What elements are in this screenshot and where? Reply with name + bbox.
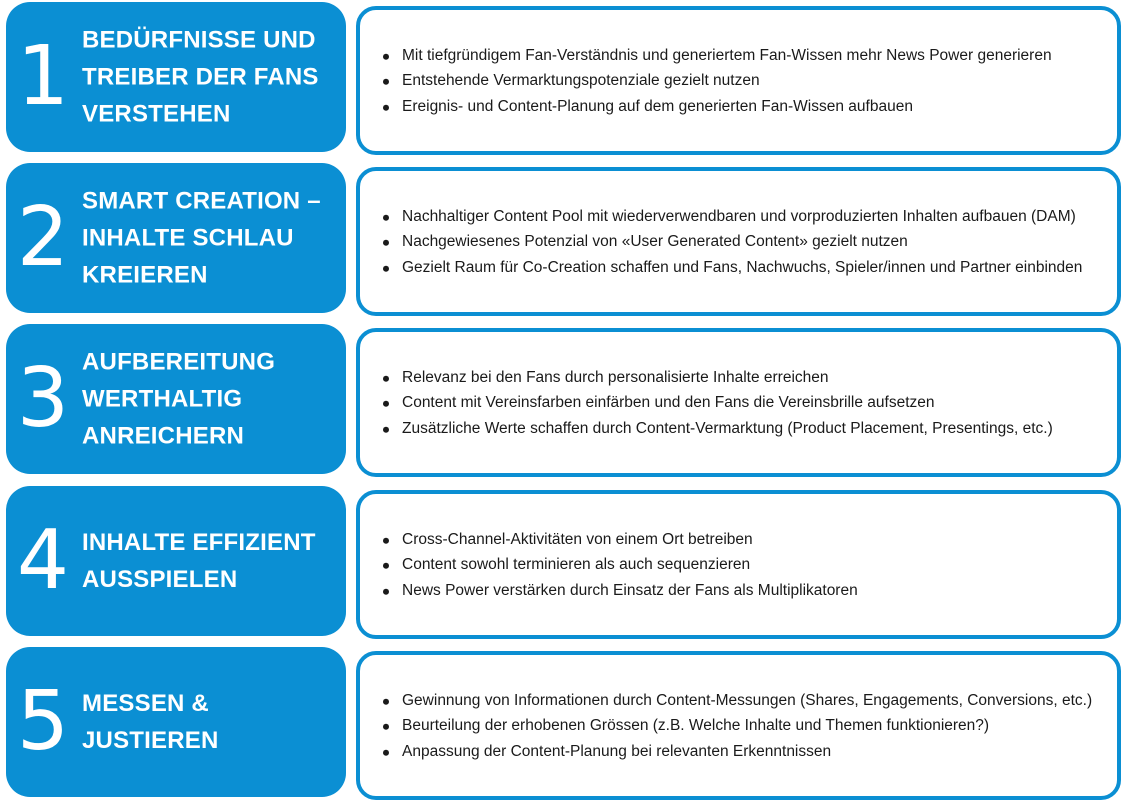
step-label-box	[6, 324, 346, 474]
step-bullet: Gewinnung von Informationen durch Content-Messungen (Shares, Engagements, Conversions, etc.)	[380, 687, 1107, 713]
step-title	[82, 22, 337, 133]
step-bullet: Relevanz bei den Fans durch personalisierte Inhalte erreichen	[380, 364, 1107, 390]
step-number: 3	[16, 351, 70, 446]
step-row-3	[0, 324, 1125, 476]
step-row-2	[0, 163, 1125, 315]
step-detail-box	[356, 6, 1121, 155]
step-bullet: Nachgewiesenes Potenzial von «User Generated Content» gezielt nutzen	[380, 229, 1107, 255]
step-bullet: Mit tiefgründigem Fan-Verständnis und generiertem Fan-Wissen mehr News Power generieren	[380, 42, 1107, 68]
step-bullet: News Power verstärken durch Einsatz der Fans als Multiplikatoren	[380, 577, 1107, 603]
step-bullet-list	[380, 42, 1107, 119]
step-title-line: AUSSPIELEN	[82, 566, 238, 593]
step-bullet: Anpassung der Content-Planung bei relevanten Erkenntnissen	[380, 738, 1107, 764]
step-detail-box	[356, 651, 1121, 800]
step-title-line: TREIBER DER FANS	[82, 63, 319, 91]
step-label-box	[6, 2, 346, 152]
step-title-line: MESSEN &	[82, 690, 209, 717]
step-title-line: JUSTIEREN	[82, 727, 219, 754]
step-bullet: Gezielt Raum für Co-Creation schaffen und Fans, Nachwuchs, Spieler/innen und Partner einbinden	[380, 254, 1107, 280]
step-number: 4	[16, 513, 70, 608]
step-title-line: VERSTEHEN	[82, 100, 231, 128]
step-title	[82, 344, 337, 455]
step-title-line: KREIEREN	[82, 261, 208, 289]
step-label-box	[6, 647, 346, 797]
step-label-box	[6, 163, 346, 313]
step-row-4	[0, 486, 1125, 638]
step-detail-box	[356, 328, 1121, 477]
step-bullet-list	[380, 203, 1107, 280]
step-title	[82, 685, 337, 759]
step-row-1	[0, 2, 1125, 154]
step-bullet: Beurteilung der erhobenen Grössen (z.B. Welche Inhalte und Themen funktionieren?)	[380, 713, 1107, 739]
step-title-line: SMART CREATION –	[82, 187, 321, 215]
step-title-line: WERTHALTIG	[82, 385, 243, 413]
step-bullet: Content mit Vereinsfarben einfärben und den Fans die Vereinsbrille aufsetzen	[380, 390, 1107, 416]
step-bullet-list	[380, 526, 1107, 603]
step-detail-box	[356, 167, 1121, 316]
step-title-line: AUFBEREITUNG	[82, 348, 276, 376]
step-title-line: ANREICHERN	[82, 422, 245, 450]
step-number: 1	[16, 29, 70, 124]
step-bullet: Nachhaltiger Content Pool mit wiederverwendbaren und vorproduzierten Inhalten aufbauen (DAM)	[380, 203, 1107, 229]
step-title-line: INHALTE EFFIZIENT	[82, 529, 316, 556]
step-label-box	[6, 486, 346, 636]
step-title	[82, 524, 337, 598]
step-number: 2	[16, 190, 70, 285]
step-bullet-list	[380, 364, 1107, 441]
step-title	[82, 183, 337, 294]
step-title-line: INHALTE SCHLAU	[82, 224, 294, 252]
step-title-line: BEDÜRFNISSE UND	[82, 26, 316, 54]
step-bullet: Entstehende Vermarktungspotenziale gezielt nutzen	[380, 68, 1107, 94]
step-bullet: Content sowohl terminieren als auch sequenzieren	[380, 552, 1107, 578]
step-row-5	[0, 647, 1125, 799]
step-number: 5	[16, 674, 70, 769]
step-bullet: Ereignis- und Content-Planung auf dem generierten Fan-Wissen aufbauen	[380, 93, 1107, 119]
step-bullet-list	[380, 687, 1107, 764]
step-bullet: Zusätzliche Werte schaffen durch Content-Vermarktung (Product Placement, Presentings, etc.)	[380, 415, 1107, 441]
step-bullet: Cross-Channel-Aktivitäten von einem Ort betreiben	[380, 526, 1107, 552]
step-detail-box	[356, 490, 1121, 639]
